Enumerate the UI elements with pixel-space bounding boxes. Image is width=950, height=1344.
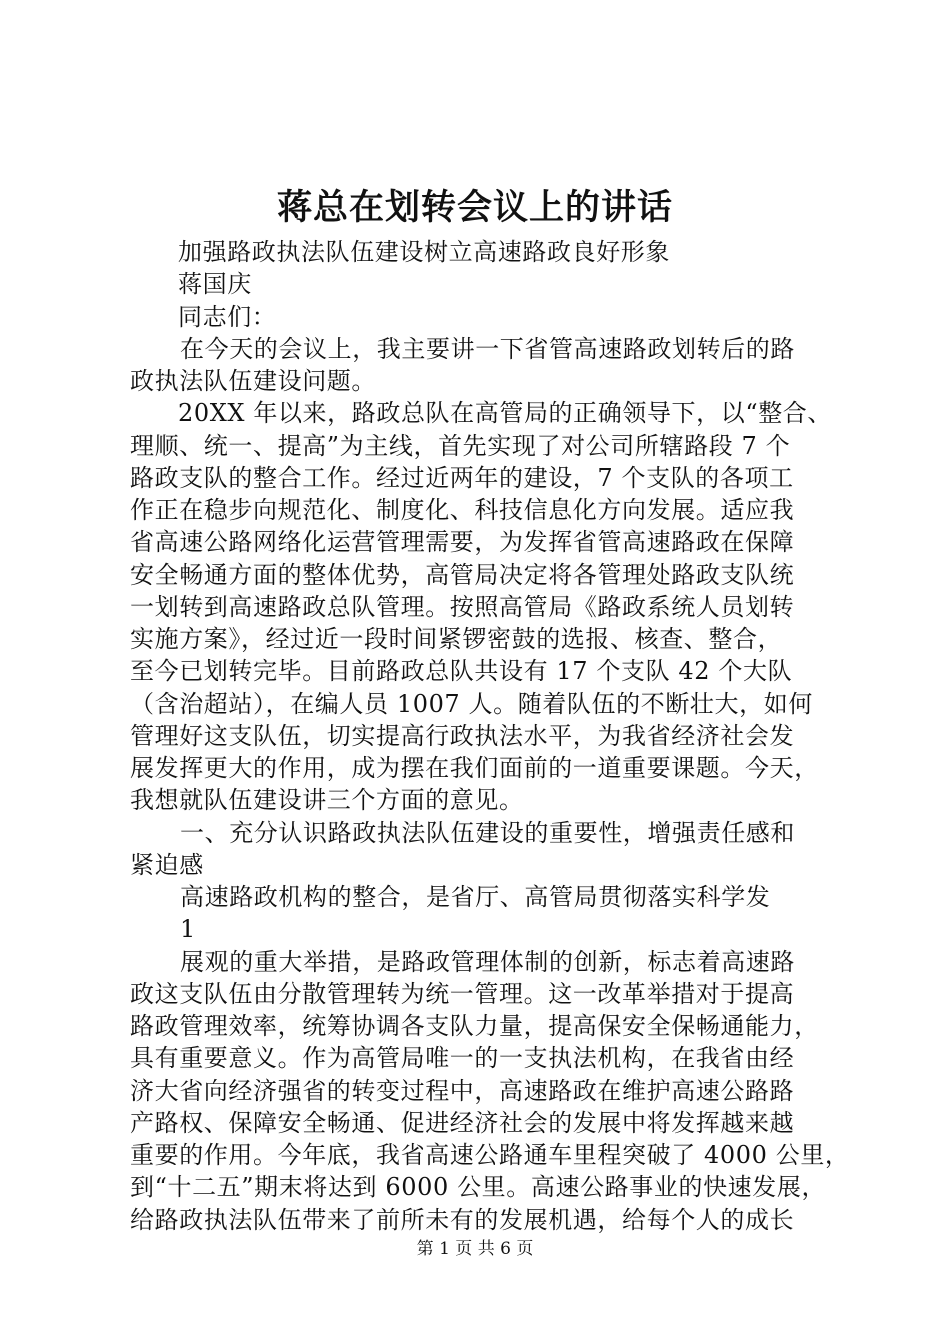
body-line: 路政支队的整合工作。经过近两年的建设，7 个支队的各项工 (130, 463, 794, 492)
body-line: 展观的重大举措，是路政管理体制的创新，标志着高速路 (180, 947, 795, 976)
author-line: 蒋国庆 (178, 270, 252, 299)
body-line: 管理好这支队伍，切实提高行政执法水平，为我省经济社会发 (130, 721, 795, 750)
body-line: 政这支队伍由分散管理转为统一管理。这一改革举措对于提高 (130, 979, 795, 1008)
body-line: 作正在稳步向规范化、制度化、科技信息化方向发展。适应我 (130, 496, 795, 524)
body-line: 高速路政机构的整合，是省厅、高管局贯彻落实科学发 (180, 883, 771, 911)
body-line: 至今已划转完毕。目前路政总队共设有 17 个支队 42 个大队 (130, 657, 793, 686)
body-line: 到“十二五”期末将达到 6000 公里。高速公路事业的快速发展， (130, 1173, 827, 1202)
body-line: 济大省向经济强省的转变过程中，高速路政在维护高速公路路 (130, 1076, 795, 1105)
body-line: 20XX 年以来，路政总队在高管局的正确领导下，以“整合、 (178, 399, 833, 428)
body-line: 具有重要意义。作为高管局唯一的一支执法机构，在我省由经 (130, 1044, 795, 1073)
body-line: 在今天的会议上，我主要讲一下省管高速路政划转后的路 (180, 334, 795, 363)
body-line: 理顺、统一、提高”为主线，首先实现了对公司所辖路段 7 个 (130, 431, 791, 460)
body-line: 安全畅通方面的整体优势，高管局决定将各管理处路政支队统 (130, 560, 795, 589)
subtitle-line: 加强路政执法队伍建设树立高速路政良好形象 (178, 238, 670, 266)
page-footer: 第 1 页 共 6 页 (416, 1239, 534, 1259)
body-line: 路政管理效率，统筹协调各支队力量，提高保安全保畅通能力， (130, 1012, 819, 1040)
body-line: 政执法队伍建设问题。 (130, 367, 376, 395)
document-body (130, 236, 850, 1236)
section-heading-line: 一、充分认识路政执法队伍建设的重要性，增强责任感和 (180, 818, 795, 847)
body-line: 实施方案》，经过近一段时间紧锣密鼓的选报、核查、整合， (130, 625, 783, 653)
body-line: 展发挥更大的作用，成为摆在我们面前的一道重要课题。今天， (130, 754, 819, 782)
body-line: （含治超站），在编人员 1007 人。随着队伍的不断壮大，如何 (130, 689, 813, 718)
body-line: 给路政执法队伍带来了前所未有的发展机遇，给每个人的成长 (130, 1205, 795, 1234)
body-line: 一划转到高速路政总队管理。按照高管局《路政系统人员划转 (130, 592, 795, 621)
inline-page-number: 1 (180, 915, 196, 944)
salutation-line: 同志们： (178, 302, 277, 331)
body-line: 省高速公路网络化运营管理需要，为发挥省管高速路政在保障 (130, 528, 795, 557)
body-line: 产路权、保障安全畅通、促进经济社会的发展中将发挥越来越 (130, 1108, 795, 1137)
body-line: 重要的作用。今年底，我省高速公路通车里程突破了 4000 公里， (130, 1141, 850, 1169)
body-line: 我想就队伍建设讲三个方面的意见。 (130, 786, 524, 815)
document-title: 蒋总在划转会议上的讲话 (276, 187, 673, 228)
section-heading-line: 紧迫感 (130, 850, 204, 879)
